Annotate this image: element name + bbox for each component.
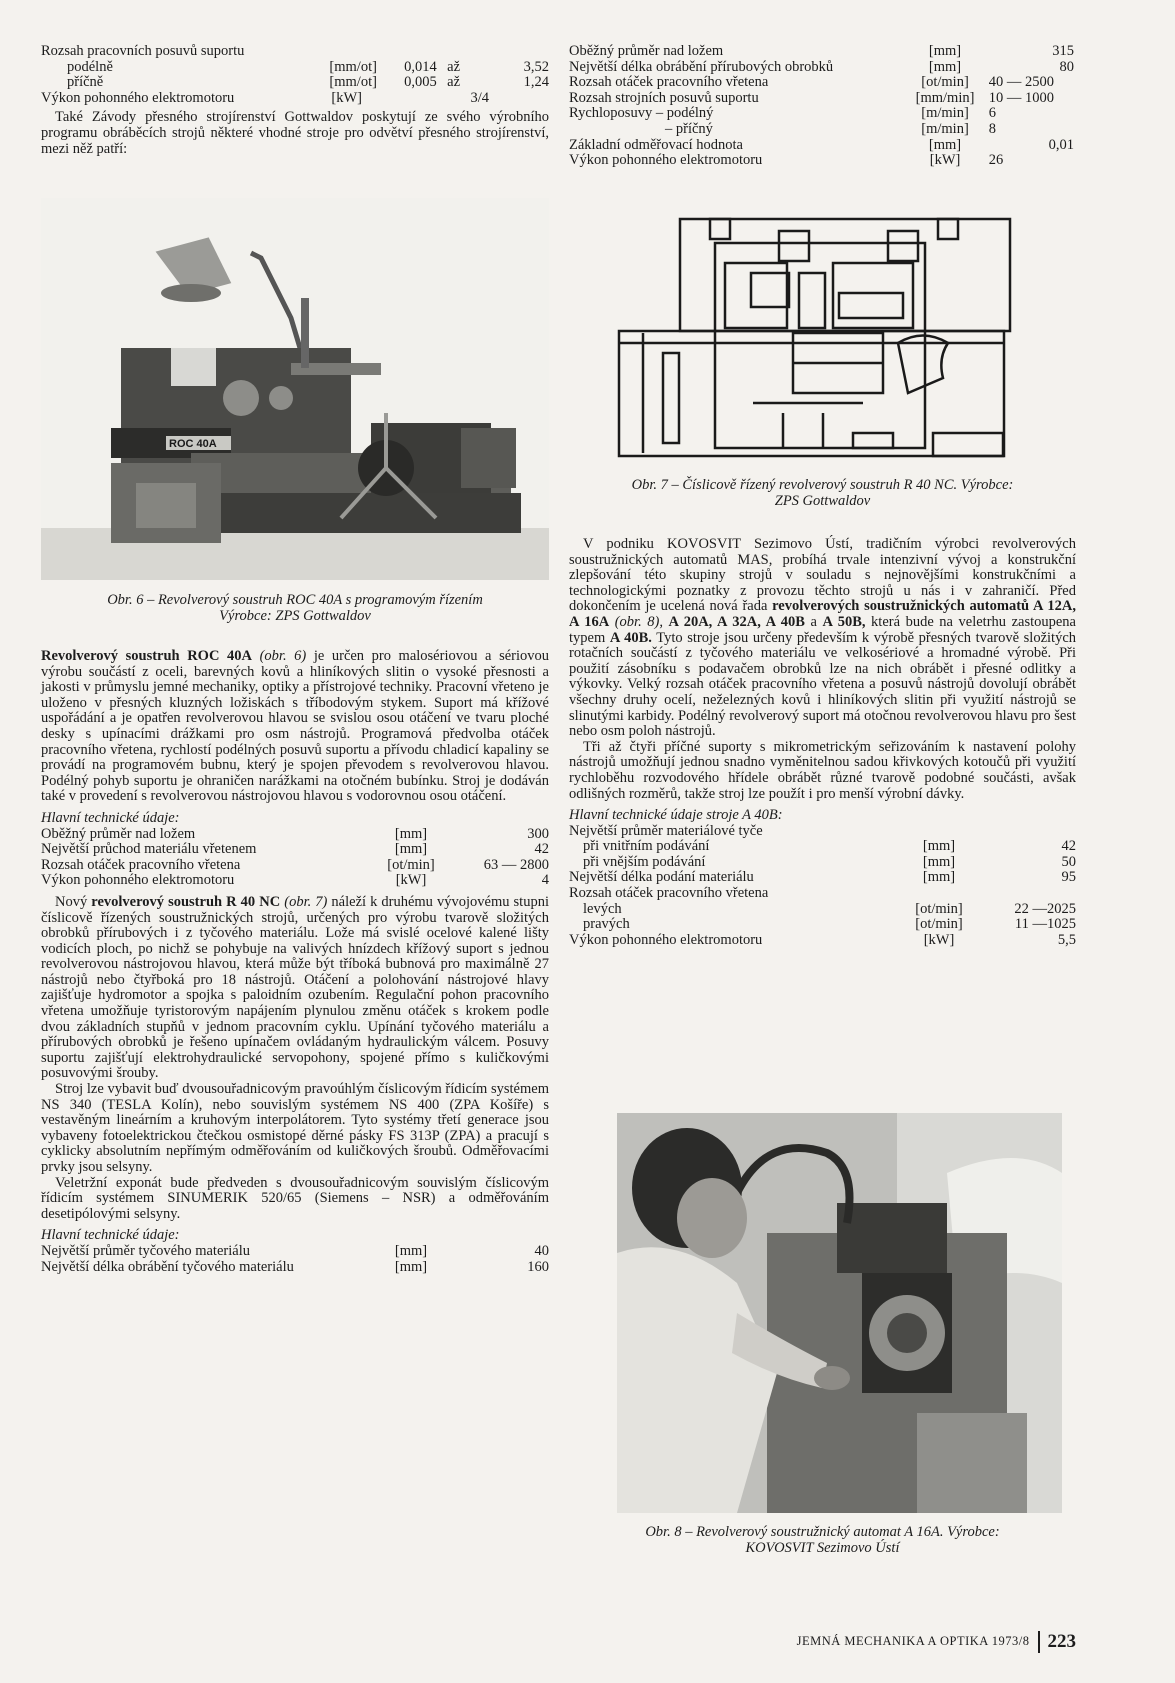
left-top-block <box>41 44 549 157</box>
spec-row: Oběžný průměr nad ložem [mm] 300 <box>41 825 549 842</box>
page-number: 223 <box>1047 1631 1076 1653</box>
r40nc-paragraph-2: Stroj lze vybavit buď dvousouřadnicovým pravoúhlým číslicovým řídicím systémem NS 340 (TESLA Kolín), nebo souvislým systémem NS 400 (ZPA Košíře) s vestavěným lineárním a kruhovým interpolátorem. Tyto systémy třetí generace jsou vybaveny fotoelektrickou čtečkou osmistopé děrné pásky FS 313P (ZPA) a pracují s cyklicky absolutním nepřímým odměřováním od kuličkových šroubů. Odměřovacími prvky jsou selsyny. <box>41 1081 549 1175</box>
r40nc-paragraph: Nový revolverový soustruh R 40 NC (obr. 7) náleží k druhému vývojovému stupni číslicově řízených soustružnických strojů, určených pro výrobu tvarově složitých obrobků přírubových i z tyčového materiálu. Lože má svislé ocelové kalené lišty vodicích ploch, po nichž se pohybuje na valivých hnízdech křížový suport s jednou revolverovou nástrojovou hlavou, která může být tříboká bubnová pro maximálně 27 nástrojů nebo čtyřboká pro 18 nástrojů. Otáčení a polohování nástrojové hlavy zajišťuje hydromotor a spojka s paloidním ozubením. Regulační pohon pracovního vřetena umožňuje tyristorovým napájením plynulou změnu otáček s krokem podle dvou základních stupňů v jednom pracovním cyklu. Upínání tyčového materiálu a přírubových obrobků je řešeno upínačem ovládaným hydraulickým válcem. Posuvy suportu zajišťují elektrohydraulické servopohony, spojené přímo s kuličkovými posuvovými šrouby. <box>41 893 549 1082</box>
spec-row: Největší délka podání materiálu [mm] 95 <box>569 869 1076 886</box>
feed-range-table <box>41 60 549 107</box>
roc40a-spec-table <box>41 827 549 889</box>
spec-row: Největší průchod materiálu vřetenem [mm] 42 <box>41 841 549 858</box>
spec-row: Základní odměřovací hodnota [mm] 0,01 <box>569 136 1074 153</box>
feed-row: podélně [mm/ot] 0,014 až 3,52 <box>67 58 549 75</box>
fig8-caption: Obr. 8 – Revolverový soustružnický automat A 16A. Výrobce: KOVOSVIT Sezimovo Ústí <box>645 1524 1000 1556</box>
spec-row: Největší délka obrábění tyčového materiálu [mm] 160 <box>41 1258 549 1275</box>
roc40a-section <box>41 649 549 1275</box>
r40nc-spec-table-2 <box>41 1244 549 1275</box>
automat-illustration <box>617 1113 1062 1513</box>
cnc-lathe-drawing <box>603 203 1021 460</box>
spec-row: Rozsah otáček pracovního vřetena [ot/min] 40 — 2500 <box>569 74 1054 91</box>
lathe-illustration <box>41 198 549 580</box>
spec-row: Výkon pohonného elektromotoru [kW] 4 <box>41 872 549 889</box>
spec-row: Rychloposuvy – podélný [m/min] 6 <box>569 105 996 122</box>
journal-title: JEMNÁ MECHANIKA A OPTIKA 1973/8 <box>796 1634 1030 1649</box>
kovosvit-section <box>569 537 1076 948</box>
fig8-photo <box>617 1113 1062 1513</box>
a40b-spec-table <box>569 824 1076 949</box>
feed-range-title: Rozsah pracovních posuvů suportu <box>41 43 245 59</box>
roc40a-paragraph: Revolverový soustruh ROC 40A (obr. 6) je určen pro malosériovou a sériovou výrobu součástí z oceli, barevných kovů a hliníkových slitin o vysoké přesnosti a jakosti v průmyslu jemné mechaniky, optiky a přístrojové techniky. Pracovní vřeteno je uloženo v přesných kluzných ložiskách s tříbodovým stykem. Suport má křížové uspořádání a je opatřen revolverovou hlavou se svislou osou otáčení ve tvaru ploché desky s upínacími drážkami pro osm nástrojů. Programová předvolba otáček pracovního vřetena, rychlostí podélných posuvů suportu a přívodu chladicí kapaliny se provádí na programovém bubnu, který je spojen převodem s revolverovou hlavou. Podélný pohyb suportu je ohraničen narážkami na otočném bubínku. Stroj je dodáván také v provedení s revolverovou nástrojovou hlavou s vodorovnou osou otáčení. <box>41 648 550 805</box>
r40nc-spec-table <box>569 44 1074 169</box>
spec-row: levých [ot/min] 22 —2025 <box>583 900 1076 917</box>
fig6-photo <box>41 198 549 580</box>
page-footer <box>740 1628 1076 1656</box>
footer-divider <box>1038 1631 1040 1653</box>
fig7-drawing <box>603 203 1021 460</box>
spec-row: Oběžný průměr nad ložem [mm] 315 <box>569 43 1074 59</box>
a40b-spec-heading: Hlavní technické údaje stroje A 40B: <box>569 807 783 824</box>
kovosvit-paragraph-2: Tři až čtyři příčné suporty s mikrometrickým seřizováním k nastavení polohy nástrojů umožňují jednou snadno vyměnitelnou sadou křivkových kotoučů při využití rychloběhu rozvodového hřídele obrábět různé tvarově podobné součásti, avšak odlišných rozměrů, takže stroj lze použít i pro menší výrobní dávky. <box>569 738 1076 802</box>
spec-row: Největší průměr materiálové tyče <box>569 822 763 839</box>
roc40a-spec-heading: Hlavní technické údaje: <box>41 809 180 826</box>
kovosvit-paragraph: V podniku KOVOSVIT Sezimovo Ústí, tradičním výrobci revolverových soustružnických automatů MAS, probíhá trvale intenzivní vývoj a konstrukční zlepšování této skupiny strojů v souladu s nejnovějšími konstrukčními a technologickými poznatky z provozu těchto strojů u nás i v zahraničí. Před dokončením je ucelená nová řada revolverových soustružnických automatů A 12A, A 16A (obr. 8), A 20A, A 32A, A 40B a A 50B, která bude na veletrhu zastoupena typem A 40B. Tyto stroje jsou určeny především k výrobě přesných tvarově složitých rotačních součástí z tyčového materiálu ve velkosériové a hromadné výrobě. Při použití zásobníku s podavačem obrobků lze na nich obrábět i přesné odlitky a výkovky. Velký rozsah otáček pracovního vřetena a posuvů nástrojů dovolují obrábět všechny druhy ocelí, neželezných kovů i hliníkových slitin při využití nástrojů se slinutými karbidy. Podélný revolverový suport má otočnou revolverovou hlavu pro šest nebo osm poloh nástrojů. <box>569 536 1076 740</box>
feed-row: příčně [mm/ot] 0,005 až 1,24 <box>67 74 549 91</box>
intro-paragraph: Také Závody přesného strojírenství Gottwaldov poskytují ze svého výrobního programu obráběcích strojů některé vhodné stroje pro odvětví přesného strojírenství, mezi něž patří: <box>41 109 549 157</box>
spec-row: pravých [ot/min] 11 —1025 <box>583 916 1076 933</box>
spec-row: Rozsah otáček pracovního vřetena [ot/min] 63 — 2800 <box>41 856 549 873</box>
spec-row: Výkon pohonného elektromotoru [kW] 26 <box>569 152 1004 169</box>
spec-row: Největší délka obrábění přírubových obrobků [mm] 80 <box>569 58 1074 75</box>
fig7-caption: Obr. 7 – Číslicově řízený revolverový soustruh R 40 NC. Výrobce: ZPS Gottwaldov <box>631 477 1014 509</box>
spec-row: – příčný [m/min] 8 <box>665 120 996 137</box>
spec-row: při vnějším podávání [mm] 50 <box>583 853 1076 870</box>
r40nc-paragraph-3: Veletržní exponát bude předveden s dvousouřadnicovým souvislým číslicovým řídicím systémem SINUMERIK 520/65 (Siemens – NSR) a odměřováním desetipólovými selsyny. <box>41 1174 549 1222</box>
spec-row: Výkon pohonného elektromotoru [kW] 5,5 <box>569 931 1076 948</box>
spec-row: Rozsah strojních posuvů suportu [mm/min] 10 — 1000 <box>569 89 1054 106</box>
feed-row: Výkon pohonného elektromotoru [kW] 3/4 <box>41 89 489 106</box>
spec-row: Největší průměr tyčového materiálu [mm] 40 <box>41 1242 549 1259</box>
r40nc-spec-heading: Hlavní technické údaje: <box>41 1227 180 1244</box>
roc40a-plate: ROC 40A <box>169 438 217 450</box>
spec-row: při vnitřním podávání [mm] 42 <box>583 838 1076 855</box>
spec-row: Rozsah otáček pracovního vřetena <box>569 885 769 902</box>
fig6-caption: Obr. 6 – Revolverový soustruh ROC 40A s programovým řízením Výrobce: ZPS Gottwaldov <box>107 592 483 624</box>
